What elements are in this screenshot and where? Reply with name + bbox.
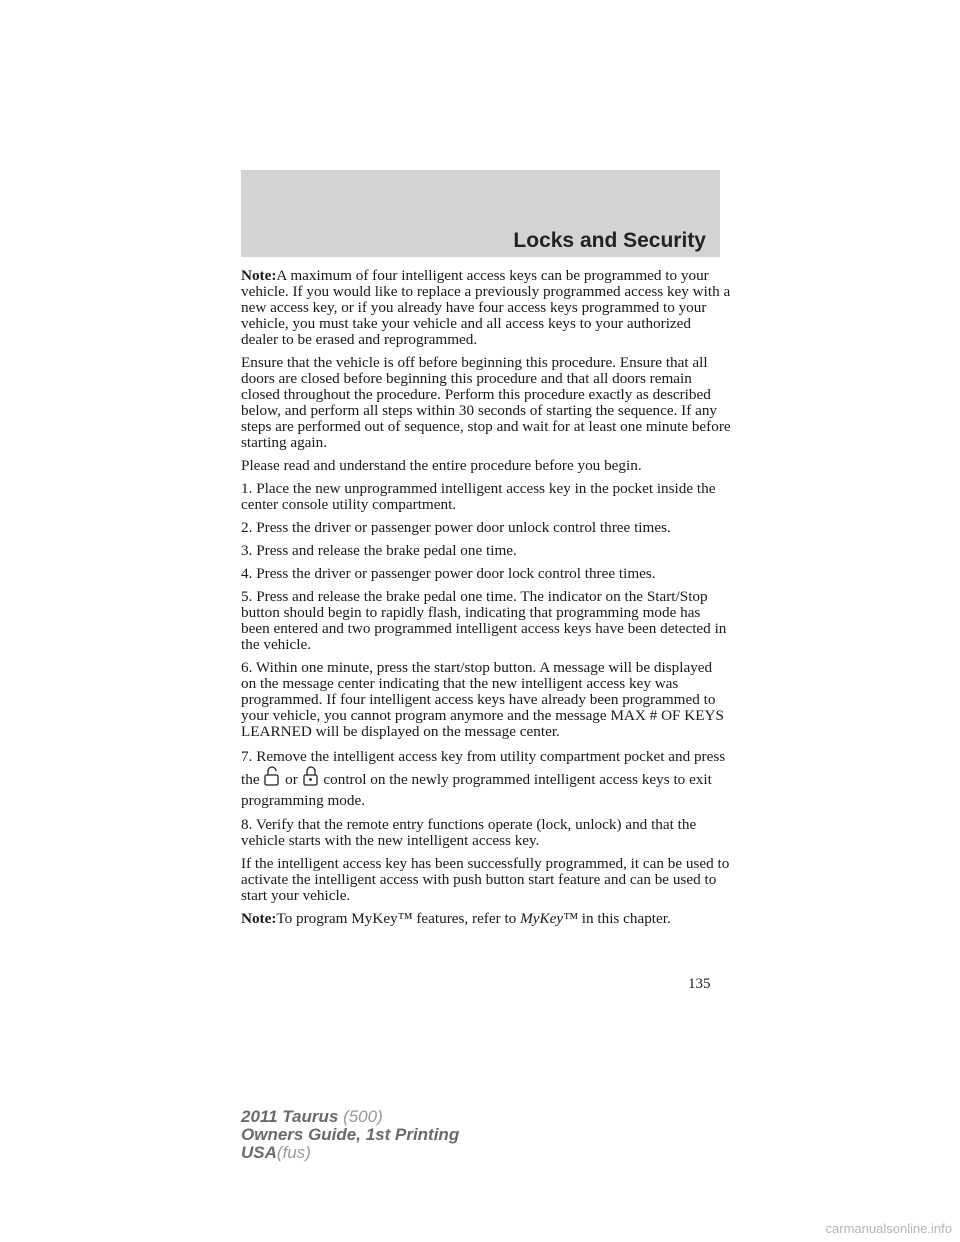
footer-model: 2011 Taurus — [241, 1107, 339, 1126]
page-content — [241, 268, 731, 934]
section-title: Locks and Security — [513, 229, 706, 252]
step-1: 1. Place the new unprogrammed intelligent access key in the pocket inside the center console utility compartment. — [241, 480, 716, 513]
note-mykey-text: To program MyKey™ features, refer to — [276, 910, 517, 927]
watermark: carmanualsonline.info — [825, 1221, 952, 1236]
step-8: 8. Verify that the remote entry functions operate (lock, unlock) and that the vehicle starts with the new intelligent access key. — [241, 816, 697, 849]
footer-model-code: (500) — [343, 1107, 383, 1126]
unlock-padlock-icon — [263, 766, 281, 791]
footer-market-code: (fus) — [276, 1143, 311, 1162]
mykey-reference: MyKey™ — [520, 910, 578, 927]
note-mykey-paragraph — [241, 911, 731, 927]
note-paragraph — [241, 268, 731, 348]
instructions-paragraph: Ensure that the vehicle is off before beginning this procedure. Ensure that all doors are closed before beginning this procedure and that all doors remain closed throughout the procedure. Perform this procedure exactly as described below, and perform all steps within 30 seconds of starting the sequence. If any steps are performed out of sequence, stop and wait for at least one minute before starting again. — [241, 354, 731, 451]
step-6: 6. Within one minute, press the start/stop button. A message will be displayed on the message center indicating that the new intelligent access key was programmed. If four intelligent access keys have already been programmed to your vehicle, you cannot program anymore and the message MAX # OF KEYS LEARNED will be displayed on the message center. — [241, 659, 724, 740]
step-7-text-a: 7. Remove the intelligent access key from utility compartment pocket and press the — [241, 748, 726, 788]
footer-guide: Owners Guide, 1st Printing — [241, 1125, 460, 1144]
note-text: A maximum of four intelligent access keys can be programmed to your vehicle. If you would like to replace a previously programmed access key with a new access key, or if you already have four access keys programmed to your vehicle, you must take your vehicle and all access keys to your authorized dealer to be erased and reprogrammed. — [241, 267, 731, 348]
note-mykey-end: in this chapter. — [581, 910, 671, 927]
lock-padlock-icon — [302, 766, 320, 791]
step-5: 5. Press and release the brake pedal one time. The indicator on the Start/Stop button should begin to rapidly flash, indicating that programming mode has been entered and two programmed intelligent access keys have been detected in the vehicle. — [241, 588, 727, 653]
page-number: 135 — [688, 976, 711, 992]
step-7-or: or — [285, 771, 298, 788]
section-header-band — [241, 170, 720, 257]
note-label: Note: — [241, 910, 277, 927]
footer-market-line — [241, 1144, 459, 1162]
footer-market: USA — [241, 1143, 277, 1162]
step-7-text-b: control on the newly programmed intelligent access keys to exit programming mode. — [241, 771, 712, 809]
step-2: 2. Press the driver or passenger power door unlock control three times. — [241, 519, 671, 536]
success-paragraph: If the intelligent access key has been successfully programmed, it can be used to activate the intelligent access with push button start feature and can be used to start your vehicle. — [241, 855, 730, 904]
print-footer — [241, 1108, 459, 1162]
step-4: 4. Press the driver or passenger power door lock control three times. — [241, 565, 656, 582]
step-7 — [241, 747, 731, 810]
footer-model-line — [241, 1108, 459, 1126]
note-label: Note: — [241, 267, 277, 284]
read-first-paragraph: Please read and understand the entire procedure before you begin. — [241, 457, 642, 474]
step-3: 3. Press and release the brake pedal one time. — [241, 542, 517, 559]
